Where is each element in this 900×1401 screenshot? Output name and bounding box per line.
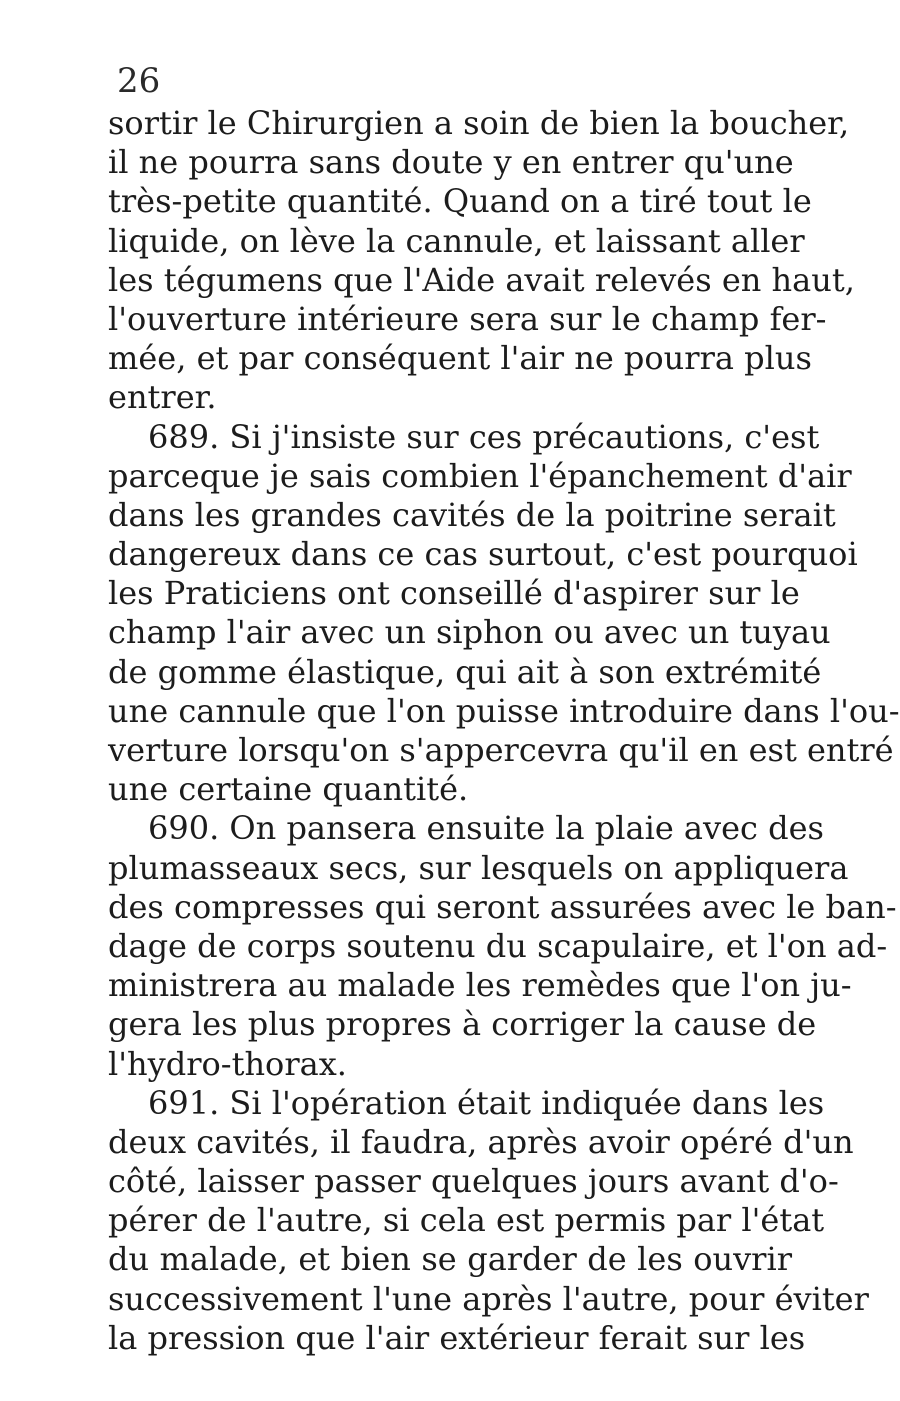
paragraph-691-start: 691. Si l'opération était indiquée dans les [148,1083,825,1122]
text-line: plumasseaux secs, sur lesquels on appliquera [108,848,849,887]
paragraph-689-start: 689. Si j'insiste sur ces précautions, c'est [148,417,820,456]
text-line: pérer de l'autre, si cela est permis par l'état [108,1201,825,1240]
page-number: 26 [117,61,161,101]
paragraph-690-start: 690. On pansera ensuite la plaie avec des [148,809,824,848]
text-line: sortir le Chirurgien a soin de bien la boucher, [108,104,850,142]
text-line: mée, et par conséquent l'air ne pourra plus [108,339,812,378]
text-line: l'ouverture intérieure sera sur le champ fer- [108,299,827,338]
text-line: dans les grandes cavités de la poitrine serait [108,495,836,534]
text-line: dangereux dans ce cas surtout, c'est pourquoi [108,535,858,574]
text-line: liquide, on lève la cannule, et laissant aller [108,221,805,260]
text-line: gera les plus propres à corriger la cause de [108,1005,817,1044]
text-line: la pression que l'air extérieur ferait sur les [108,1318,806,1357]
text-line: très-petite quantité. Quand on a tiré tout le [108,182,812,221]
text-line: les Praticiens ont conseillé d'aspirer sur le [108,574,800,613]
text-line: du malade, et bien se garder de les ouvrir [108,1240,792,1279]
text-line: une certaine quantité. [108,770,469,809]
text-line: parceque je sais combien l'épanchement d'air [108,456,852,495]
body-text [108,104,900,1358]
text-line: l'hydro-thorax. [108,1044,347,1083]
text-line: côté, laisser passer quelques jours avant d'o- [108,1162,839,1201]
text-line: ministrera au malade les remèdes que l'on ju- [108,966,852,1005]
text-line: champ l'air avec un siphon ou avec un tuyau [108,613,831,652]
text-line: deux cavités, il faudra, après avoir opéré d'un [108,1122,854,1161]
text-line: il ne pourra sans doute y en entrer qu'une [108,143,794,182]
text-line: dage de corps soutenu du scapulaire, et l'on ad- [108,926,888,965]
text-line: de gomme élastique, qui ait à son extrémité [108,652,822,691]
text-line: entrer. [108,378,217,417]
text-line: une cannule que l'on puisse introduire dans l'ou- [108,691,900,730]
text-line: des compresses qui seront assurées avec le ban- [108,887,897,926]
text-line: verture lorsqu'on s'appercevra qu'il en est entré [108,731,894,769]
text-line: successivement l'une après l'autre, pour éviter [108,1279,869,1318]
text-line: les tégumens que l'Aide avait relevés en haut, [108,260,855,299]
